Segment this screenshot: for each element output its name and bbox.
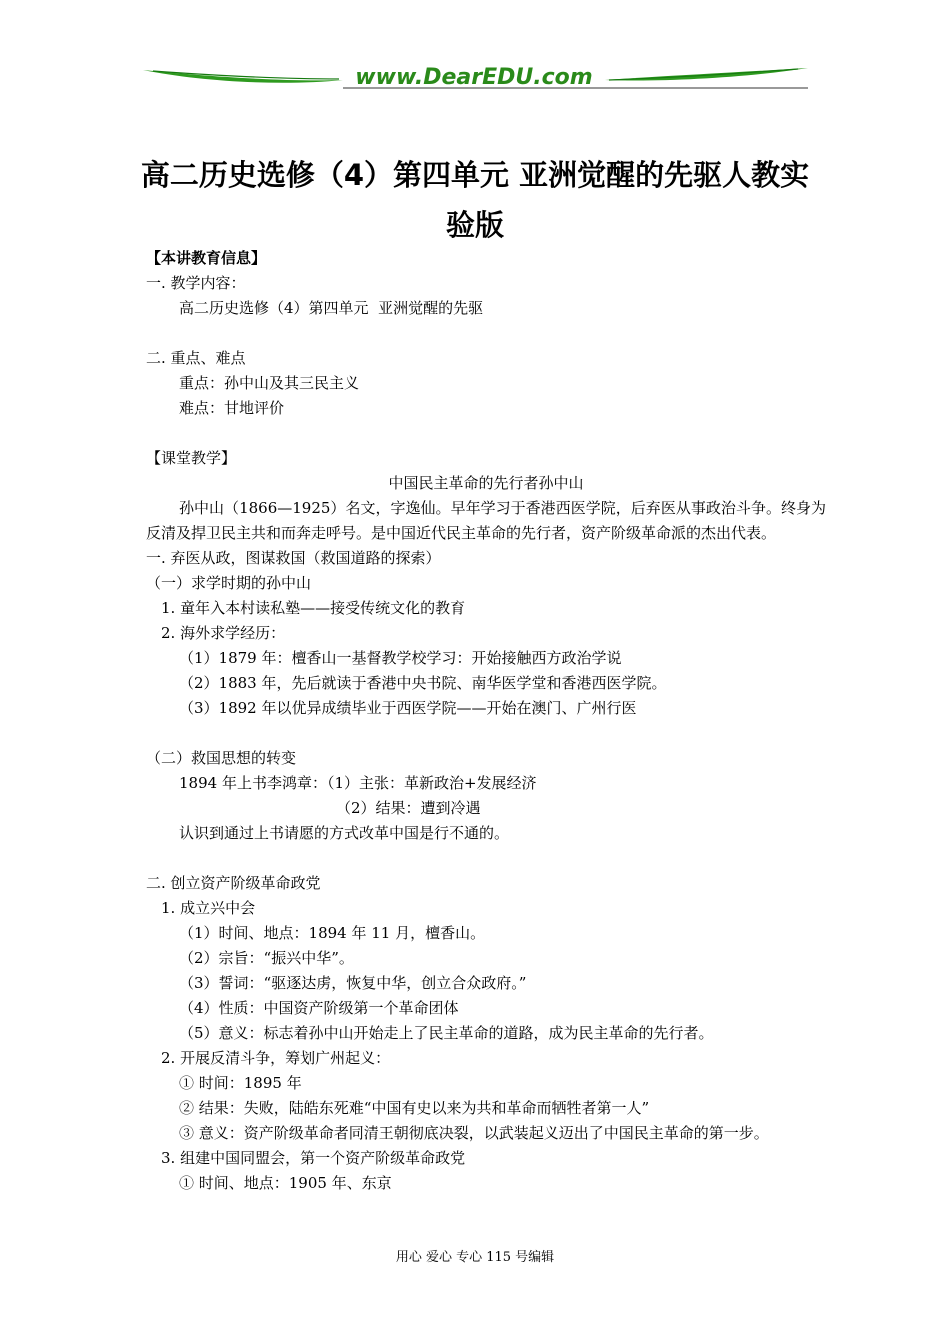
body-line: 孙中山（1866—1925）名文，字逸仙。早年学习于香港西医学院，后弃医从事政治斗争。终身为反清及捍卫民主共和而奔走呼号。是中国近代民主革命的先行者，资产阶级革命派的杰出代表。 [146,499,826,542]
leaf-banner-graphic [143,60,808,96]
body-line: 【课堂教学】 [146,449,237,467]
body-line: 2. 开展反清斗争，筹划广州起义： [161,1049,391,1067]
body-line: （2）结果：遭到冷遇 [336,799,481,817]
site-header-banner [143,60,808,96]
document-body [146,246,826,1196]
body-line: （4）性质：中国资产阶级第一个革命团体 [179,999,459,1017]
title-line-2: 验版 [445,208,504,242]
blank-line [146,421,826,446]
body-line: ② 结果：失败，陆皓东死难“中国有史以来为共和革命而牺牲者第一人” [179,1099,650,1117]
body-line: 2. 海外求学经历： [161,624,286,642]
title-line-1: 高二历史选修（4）第四单元 亚洲觉醒的先驱人教实 [140,158,810,192]
body-line: （2）1883 年，先后就读于香港中央书院、南华医学堂和香港西医学院。 [179,674,667,692]
body-line: 1894 年上书李鸿章：（1）主张：革新政治+发展经济 [179,774,537,792]
document-title [100,150,850,250]
body-line: （一）求学时期的孙中山 [146,574,312,592]
body-line: 二. 重点、难点 [146,349,246,367]
body-line: （3）誓词：“驱逐达虏，恢复中华，创立合众政府。” [179,974,527,992]
blank-line [146,321,826,346]
body-line: （5）意义：标志着孙中山开始走上了民主革命的道路，成为民主革命的先行者。 [179,1024,714,1042]
blank-line [146,721,826,746]
body-line: ① 时间：1895 年 [179,1074,302,1092]
page-footer: 用心 爱心 专心 115 号编辑 [395,1250,555,1265]
body-line: 二. 创立资产阶级革命政党 [146,874,321,892]
body-line: ③ 意义：资产阶级革命者同清王朝彻底决裂，以武装起义迈出了中国民主革命的第一步。 [179,1124,769,1142]
body-line: 1. 成立兴中会 [161,899,256,917]
blank-line [146,846,826,871]
body-line: 一. 弃医从政，图谋救国（救国道路的探索） [146,549,441,567]
body-line: （1）时间、地点：1894 年 11 月，檀香山。 [179,924,486,942]
body-line: 高二历史选修（4）第四单元 亚洲觉醒的先驱 [179,299,484,317]
body-line: 1. 童年入本村读私塾——接受传统文化的教育 [161,599,466,617]
body-line: ① 时间、地点：1905 年、东京 [179,1174,392,1192]
body-line: 【本讲教育信息】 [146,249,267,267]
body-line: 一. 教学内容： [146,274,246,292]
body-line: （3）1892 年以优异成绩毕业于西医学院——开始在澳门、广州行医 [179,699,637,717]
body-line: 3. 组建中国同盟会，第一个资产阶级革命政党 [161,1149,466,1167]
body-line: 认识到通过上书请愿的方式改革中国是行不通的。 [179,824,510,842]
body-line: （2）宗旨：“振兴中华”。 [179,949,354,967]
site-url-text: www.DearEDU.com [355,65,593,90]
body-line: 中国民主革命的先行者孙中山 [388,474,584,492]
body-line: （二）救国思想的转变 [146,749,297,767]
body-line: 难点：甘地评价 [179,399,285,417]
body-line: （1）1879 年：檀香山一基督教学校学习：开始接触西方政治学说 [179,649,622,667]
body-line: 重点：孙中山及其三民主义 [179,374,360,392]
